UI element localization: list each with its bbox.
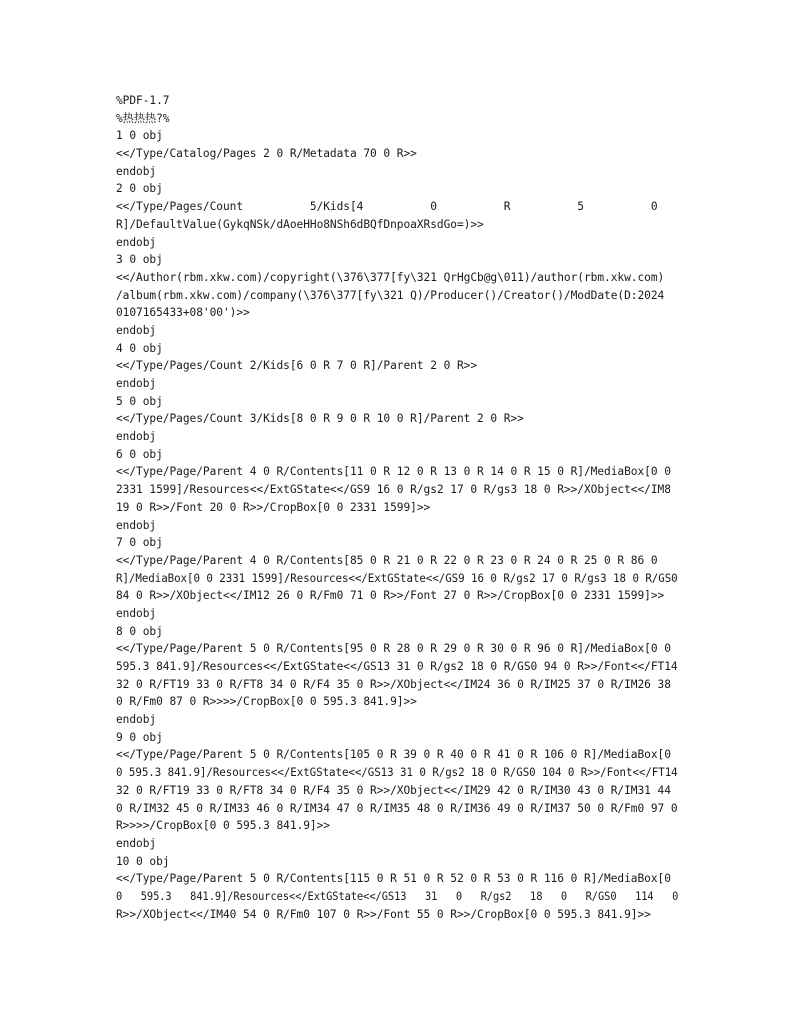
text-line: R>>>>/CropBox[0 0 595.3 841.9]>>	[116, 819, 330, 833]
text-line: <</Type/Pages/Count 5/Kids[4 0 R 5 0	[116, 200, 658, 214]
text-line: R]/MediaBox[0 0 2331 1599]/Resources<</ExtGState<</GS9 16 0 R/gs2 17 0 R/gs3 18 0 R/GS0	[116, 571, 678, 585]
text-line: <</Type/Page/Parent 5 0 R/Contents[105 0 R 39 0 R 40 0 R 41 0 R 106 0 R]/MediaBox[0	[116, 748, 671, 762]
text-line: R>>/XObject<</IM40 54 0 R/Fm0 107 0 R>>/Font 55 0 R>>/CropBox[0 0 595.3 841.9]>>	[116, 907, 651, 921]
text-line: 0107165433+08'00')>>	[116, 306, 250, 320]
text-line: endobj	[116, 377, 157, 390]
text-line: 1 0 obj	[116, 129, 163, 143]
text-line: 7 0 obj	[116, 536, 163, 550]
text-line: 2 0 obj	[116, 182, 163, 196]
text-line: <</Type/Page/Parent 5 0 R/Contents[115 0 R 51 0 R 52 0 R 53 0 R 116 0 R]/MediaBox[0	[116, 872, 671, 886]
text-line: 4 0 obj	[116, 341, 163, 355]
text-line: 0 595.3 841.9]/Resources<</ExtGState<</GS13 31 0 R/gs2 18 0 R/GS0 104 0 R>>/Font<</FT14	[116, 766, 678, 780]
text-line: 0 R/Fm0 87 0 R>>>>/CropBox[0 0 595.3 841.9]>>	[116, 695, 417, 709]
text-line: 0 595.3 841.9]/Resources<</ExtGState<</GS13 31 0 R/gs2 18 0 R/GS0 114 0	[116, 889, 679, 903]
text-line	[116, 923, 678, 941]
text-line: 9 0 obj	[116, 730, 163, 744]
text-line: <</Type/Pages/Count 3/Kids[8 0 R 9 0 R 10 0 R]/Parent 2 0 R>>	[116, 412, 524, 426]
text-line: %PDF-1.7	[116, 94, 170, 107]
text-line: endobj	[116, 430, 157, 444]
text-line: endobj	[116, 518, 157, 532]
text-line: endobj	[116, 713, 157, 727]
text-line: %热热热?%	[116, 111, 170, 125]
text-line: endobj	[116, 606, 157, 620]
text-line: 84 0 R>>/XObject<</IM12 26 0 R/Fm0 71 0 R>>/Font 27 0 R>>/CropBox[0 0 2331 1599]>>	[116, 589, 665, 603]
pdf-source-text	[116, 92, 678, 941]
text-line: 10 0 obj	[116, 854, 170, 868]
text-line: 32 0 R/FT19 33 0 R/FT8 34 0 R/F4 35 0 R>>/XObject<</IM24 36 0 R/IM25 37 0 R/IM26 38	[116, 677, 671, 691]
text-line: endobj	[116, 235, 157, 249]
text-line: <</Type/Page/Parent 4 0 R/Contents[11 0 R 12 0 R 13 0 R 14 0 R 15 0 R]/MediaBox[0 0	[116, 465, 671, 479]
text-line: /album(rbm.xkw.com)/company(\376\377[fy\321 Q)/Producer()/Creator()/ModDate(D:2024	[116, 288, 665, 302]
text-line: 2331 1599]/Resources<</ExtGState<</GS9 16 0 R/gs2 17 0 R/gs3 18 0 R>>/XObject<</IM8	[116, 483, 671, 497]
text-line: <</Type/Catalog/Pages 2 0 R/Metadata 70 0 R>>	[116, 147, 417, 161]
text-line: endobj	[116, 164, 157, 178]
text-line: <</Author(rbm.xkw.com)/copyright(\376\377[fy\321 QrHgCb@g\011)/author(rbm.xkw.com)	[116, 270, 665, 284]
text-line: 19 0 R>>/Font 20 0 R>>/CropBox[0 0 2331 1599]>>	[116, 500, 431, 514]
text-line: 595.3 841.9]/Resources<</ExtGState<</GS13 31 0 R/gs2 18 0 R/GS0 94 0 R>>/Font<</FT14	[116, 660, 678, 673]
text-line: endobj	[116, 836, 157, 850]
text-line: 6 0 obj	[116, 447, 163, 461]
text-line: <</Type/Pages/Count 2/Kids[6 0 R 7 0 R]/Parent 2 0 R>>	[116, 359, 478, 373]
text-line: 0 R/IM32 45 0 R/IM33 46 0 R/IM34 47 0 R/IM35 48 0 R/IM36 49 0 R/IM37 50 0 R/Fm0 97 0	[116, 801, 678, 815]
text-line: R]/DefaultValue(GykqNSk/dAoeHHo8NSh6dBQfDnpoaXRsdGo=)>>	[116, 217, 484, 231]
text-line: 3 0 obj	[116, 253, 163, 267]
text-line: 8 0 obj	[116, 624, 163, 638]
text-line: 32 0 R/FT19 33 0 R/FT8 34 0 R/F4 35 0 R>>/XObject<</IM29 42 0 R/IM30 43 0 R/IM31 44	[116, 783, 671, 797]
text-line: endobj	[116, 323, 157, 337]
text-line: <</Type/Page/Parent 4 0 R/Contents[85 0 R 21 0 R 22 0 R 23 0 R 24 0 R 25 0 R 86 0	[116, 553, 658, 567]
text-line: 5 0 obj	[116, 394, 163, 408]
text-line: <</Type/Page/Parent 5 0 R/Contents[95 0 R 28 0 R 29 0 R 30 0 R 96 0 R]/MediaBox[0 0	[116, 642, 671, 656]
